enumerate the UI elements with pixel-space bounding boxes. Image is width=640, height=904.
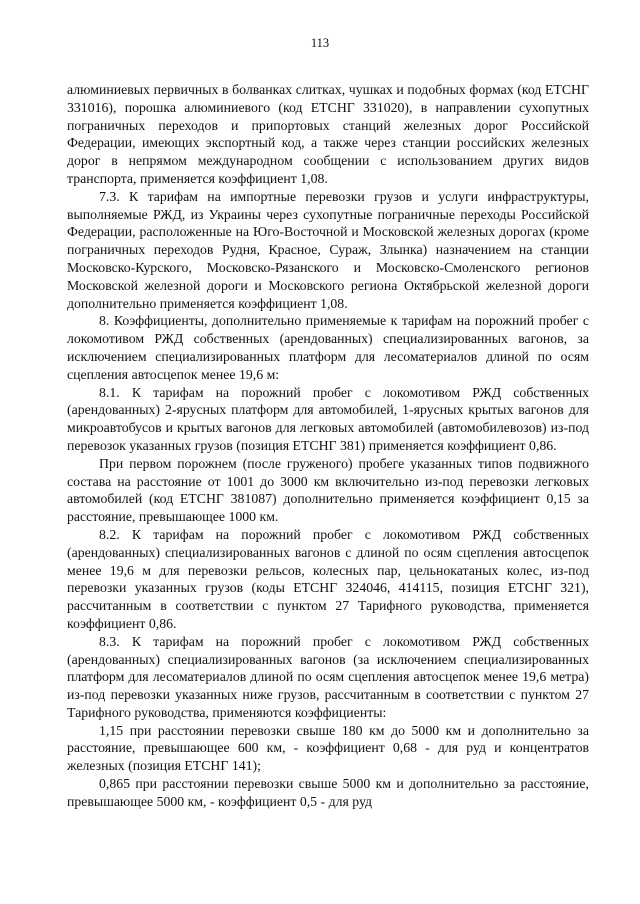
paragraph-8: 8. Коэффициенты, дополнительно применяемые к тарифам на порожний пробег с локомотивом РЖД собственных (арендованных) специализированных вагонов, за исключением специализированных платформ для лесоматериалов длиной по осям сцепления автосцепок менее 19,6 м: (67, 313, 589, 382)
paragraph-continuation: алюминиевых первичных в болванках слитках, чушках и подобных формах (код ЕТСНГ 331016), порошка алюминиевого (код ЕТСНГ 331020), в направлении сухопутных пограничных переходов и припортовых станций железных дорог Российской Федерации, имеющих экспортный код, а также через станции российских железных дорог в непрямом международном сообщении с использованием других видов транспорта, применяется коэффициент 1,08. (67, 82, 589, 186)
paragraph-first-empty-run: При первом порожнем (после груженого) пробеге указанных типов подвижного состава на расстояние от 1001 до 3000 км включительно из-под перевозки легковых автомобилей (код ЕТСНГ 381087) дополнительно применяется коэффициент 0,15 за расстояние, превышающее 1000 км. (67, 455, 589, 525)
paragraph-7-3: 7.3. К тарифам на импортные перевозки грузов и услуги инфраструктуры, выполняемые РЖД, из Украины через сухопутные пограничные переходы Российской Федерации, расположенные на Юго-Восточной и Московской железных дорогах (кроме пограничных переходов Рудня, Красное, Сураж, Злынка) назначением на станции Московско-Курского, Московско-Рязанского и Московско-Смоленского регионов Московской железной дороги и Московского региона Октябрьской железной дороги дополнительно применяется коэффициент 1,08. (67, 188, 589, 311)
paragraph-8-3: 8.3. К тарифам на порожний пробег с локомотивом РЖД собственных (арендованных) специализированных вагонов (за исключением специализированных платформ для лесоматериалов длиной по осям сцепления автосцепок менее 19,6 метра) из-под перевозки указанных ниже грузов, рассчитанным в соответствии с пунктом 27 Тарифного руководства, применяются коэффициенты: (67, 633, 589, 720)
document-body (67, 81, 589, 811)
paragraph-coefficient-0-865: 0,865 при расстоянии перевозки свыше 5000 км и дополнительно за расстояние, превышающее 5000 км, - коэффициент 0,5 - для руд (67, 776, 589, 809)
paragraph-coefficient-1-15: 1,15 при расстоянии перевозки свыше 180 км до 5000 км и дополнительно за расстояние, превышающее 600 км, - коэффициент 0,68 - для руд и концентратов железных (позиция ЕТСНГ 141); (67, 722, 589, 774)
page-number: 113 (310, 36, 330, 50)
paragraph-8-1: 8.1. К тарифам на порожний пробег с локомотивом РЖД собственных (арендованных) 2-ярусных платформ для автомобилей, 1-ярусных крытых вагонов для микроавтобусов и крытых вагонов для легковых автомобилей (автомобилевозов) из-под перевозок указанных грузов (позиция ЕТСНГ 381) применяется коэффициент 0,86. (67, 384, 589, 453)
paragraph-8-2: 8.2. К тарифам на порожний пробег с локомотивом РЖД собственных (арендованных) специализированных вагонов с длиной по осям сцепления автосцепок менее 19,6 м для перевозки рельсов, колесных пар, цельнокатаных колес, из-под перевозки указанных грузов (коды ЕТСНГ 324046, 414115, позиция ЕТСНГ 321), рассчитанным в соответствии с пунктом 27 Тарифного руководства, применяется коэффициент 0,86. (67, 526, 589, 631)
